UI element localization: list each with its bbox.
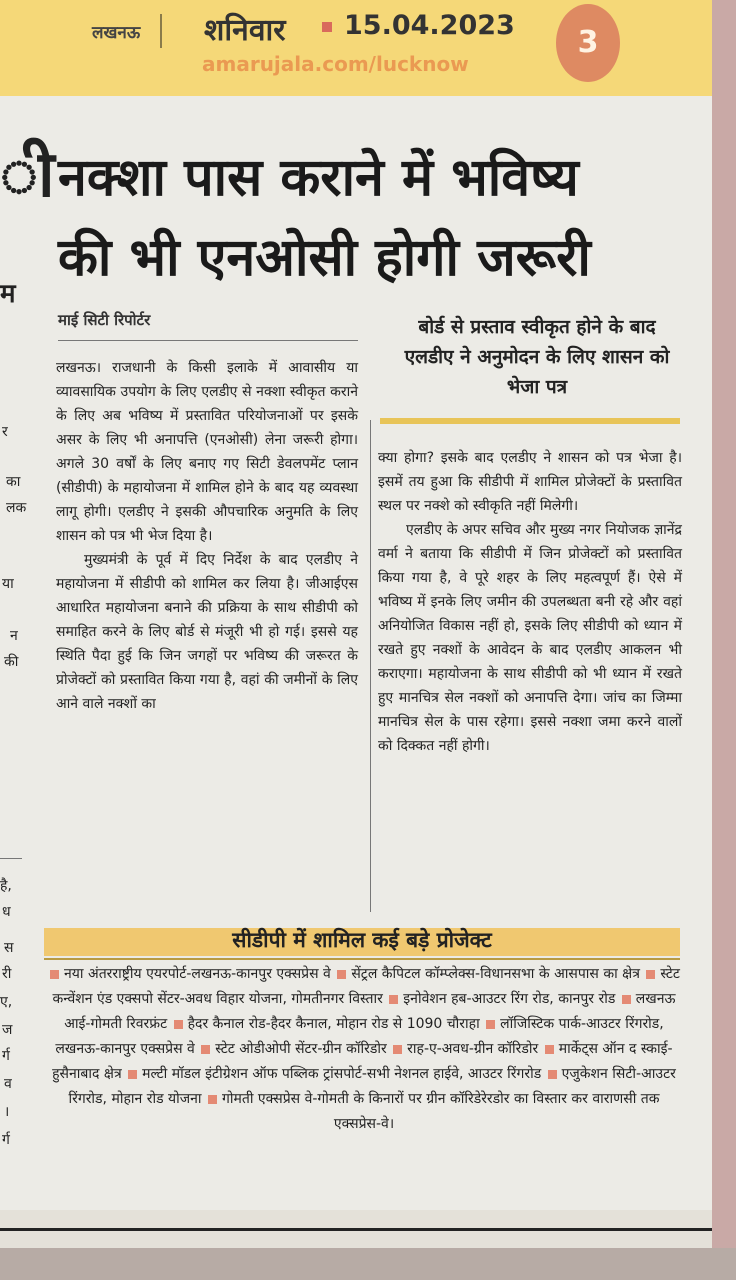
margin-fragment: न xyxy=(10,628,18,644)
header-divider xyxy=(160,14,162,48)
margin-fragment: र्ग xyxy=(2,1048,10,1064)
byline-rule xyxy=(58,340,358,341)
column-divider xyxy=(370,420,371,912)
page-header xyxy=(0,0,712,96)
bullet-icon xyxy=(646,970,655,979)
bullet-icon xyxy=(393,1045,402,1054)
margin-fragment: । xyxy=(4,1104,10,1120)
margin-fragment: या xyxy=(2,576,14,592)
header-dot xyxy=(322,22,332,32)
bullet-icon xyxy=(174,1020,183,1029)
project-item: मार्केट्स ऑन द स्काई-हुसैनाबाद क्षेत्र xyxy=(52,1041,673,1082)
bullet-icon xyxy=(486,1020,495,1029)
page-number-badge: 3 xyxy=(556,4,620,82)
bullet-icon xyxy=(389,995,398,1004)
margin-fragment: म xyxy=(0,279,16,309)
project-item: एजुकेशन सिटी-आउटर रिंगरोड, मोहान रोड योजना xyxy=(68,1066,676,1107)
margin-fragment: र्ग xyxy=(2,1132,10,1148)
article-byline: माई सिटी रिपोर्टर xyxy=(58,311,151,329)
bullet-icon xyxy=(208,1095,217,1104)
margin-fragment: र xyxy=(2,424,8,440)
project-item: लॉजिस्टिक पार्क-आउटर रिंगरोड, लखनऊ-कानपुर एक्सप्रेस वे xyxy=(55,1016,664,1057)
projects-list xyxy=(44,962,684,1137)
margin-fragment: स xyxy=(4,940,14,956)
header-date: 15.04.2023 xyxy=(344,10,515,41)
article-deck: बोर्ड से प्रस्ताव स्वीकृत होने के बाद एलडीए ने अनुमोदन के लिए शासन को भेजा पत्र xyxy=(404,316,670,398)
header-day: शनिवार xyxy=(204,13,286,48)
project-item: गोमती एक्सप्रेस वे-गोमती के किनारों पर ग्रीन कॉरिडेरेरडोर का विस्तार कर वाराणसी तक एक्सप्रेस-वे। xyxy=(222,1091,660,1132)
project-item: सेंट्रल कैपिटल कॉम्प्लेक्स-विधानसभा के आसपास का क्षेत्र xyxy=(351,966,640,982)
article-headline xyxy=(58,138,698,298)
project-item: हैदर कैनाल रोड-हैदर कैनाल, मोहान रोड से 1090 चौराहा xyxy=(187,1016,480,1032)
project-item: नया अंतरराष्ट्रीय एयरपोर्ट-लखनऊ-कानपुर एक्सप्रेस वे xyxy=(64,966,331,982)
background-bottom xyxy=(0,1248,736,1280)
project-item: मल्टी मॉडल इंटीग्रेशन ऑफ पब्लिक ट्रांसपोर्ट-सभी नेशनल हाईवे, आउटर रिंगरोड xyxy=(142,1066,542,1082)
header-city: लखनऊ xyxy=(92,23,141,43)
margin-rule xyxy=(0,858,22,859)
bullet-icon xyxy=(337,970,346,979)
project-item: स्टेट कन्वेंशन एंड एक्सपो सेंटर-अवध विहार योजना, गोमतीनगर विस्तार xyxy=(52,966,680,1007)
margin-fragment: का xyxy=(6,474,21,490)
margin-fragment: ध xyxy=(2,904,11,920)
bullet-icon xyxy=(50,970,59,979)
bullet-icon xyxy=(622,995,631,1004)
margin-fragment: ी xyxy=(0,138,55,212)
projects-title-rule xyxy=(44,958,680,960)
bullet-icon xyxy=(545,1045,554,1054)
bullet-icon xyxy=(128,1070,137,1079)
projects-box-title: सीडीपी में शामिल कई बड़े प्रोजेक्ट xyxy=(232,928,492,952)
paragraph: मुख्यमंत्री के पूर्व में दिए निर्देश के बाद एलडीए ने महायोजना में सीडीपी को शामिल कर लिया है। जीआईएस आधारित महायोजना बनाने की प्रक्रिया के साथ सीडीपी को समाहित करने के लिए बोर्ड से मंजूरी भी हो गई। इससे यह स्थिति पैदा हुई कि जिन जगहों पर भविष्य की जरूरत के प्रोजेक्टों को प्रस्तावित किया गया है, वहां की जमीनों के लिए आने वाले नक्शों का xyxy=(56,552,358,712)
headline-line-1: नक्शा पास कराने में भविष्य xyxy=(58,148,579,208)
article-column-1 xyxy=(56,356,358,716)
paragraph: क्या होगा? इसके बाद एलडीए ने शासन को पत्र भेजा है। इसमें तय हुआ कि सीडीपी में शामिल प्रोजेक्टों के प्रस्तावित स्थल पर नक्शे को स्वीकृति नहीं मिलेगी। xyxy=(378,450,682,514)
deck-underline xyxy=(380,418,680,424)
article-column-2 xyxy=(378,446,682,758)
margin-fragment: ए, xyxy=(0,994,13,1010)
background-right xyxy=(712,0,736,1280)
headline-line-2: की भी एनओसी होगी जरूरी xyxy=(58,228,591,288)
margin-fragment: है, xyxy=(0,878,12,894)
project-item: राह-ए-अवध-ग्रीन कॉरिडोर xyxy=(407,1041,539,1057)
bullet-icon xyxy=(201,1045,210,1054)
margin-fragment: व xyxy=(4,1076,12,1092)
margin-fragment: ज xyxy=(2,1022,13,1038)
margin-fragment: की xyxy=(4,654,19,670)
project-item: लखनऊ आई-गोमती रिवरफ्रंट xyxy=(64,991,676,1032)
page-footer-rule xyxy=(0,1228,712,1231)
header-website: amarujala.com/lucknow xyxy=(202,52,469,76)
project-item: स्टेट ओडीओपी सेंटर-ग्रीन कॉरिडोर xyxy=(215,1041,387,1057)
paragraph: लखनऊ। राजधानी के किसी इलाके में आवासीय या व्यावसायिक उपयोग के लिए एलडीए से नक्शा स्वीकृत कराने के लिए अब भविष्य में प्रस्तावित परियोजनाओं पर इसके असर के लिए भी अनापत्ति (एनओसी) लेना जरूरी होगा। अगले 30 वर्षों के लिए बनाए गए सिटी डेवलपमेंट प्लान (सीडीपी) के महायोजना में शामिल होने के बाद यह व्यवस्था लागू होगी। एलडीए ने इसकी औपचारिक अनुमति के लिए शासन को पत्र भी भेज दिया है। xyxy=(56,360,358,544)
margin-fragment: री xyxy=(2,966,12,982)
paragraph: एलडीए के अपर सचिव और मुख्य नगर नियोजक ज्ञानेंद्र वर्मा ने बताया कि सीडीपी में जिन प्रोजेक्टों को प्रस्तावित किया गया है, वे पूरे शहर के लिए महत्वपूर्ण हैं। ऐसे में भविष्य में इनके लिए जमीन की उपलब्धता बनी रहे और वहां अनियोजित विकास नहीं हो, इसके लिए सीडीपी को ध्यान में रखते हुए नक्शों के आवेदन के बाद एलडीए आकलन भी कराएगा। महायोजना के साथ सीडीपी को भी ध्यान में रखते हुए मानचित्र सेल नक्शों को अनापत्ति देगा। जांच का जिम्मा मानचित्र सेल के पास रहेगा। इससे नक्शा जमा करने वालों को दिक्कत नहीं होगी। xyxy=(378,522,682,754)
project-item: इनोवेशन हब-आउटर रिंग रोड, कानपुर रोड xyxy=(403,991,616,1007)
bullet-icon xyxy=(548,1070,557,1079)
margin-fragment: लक xyxy=(6,500,27,516)
